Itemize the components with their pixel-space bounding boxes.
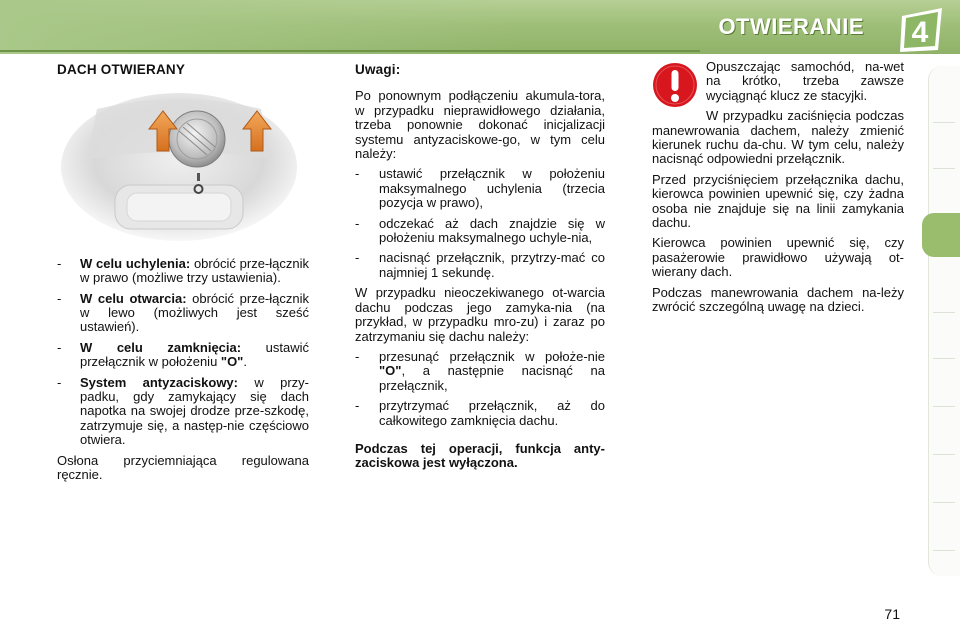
instruction-label: W celu uchylenia: (80, 255, 191, 271)
step-text: ustawić przełącznik w położeniu maksymalnego uchylenia (trzecia pozycja w prawo), (379, 166, 605, 211)
bullet-dash: - (57, 290, 62, 306)
bullet-dash: - (355, 250, 360, 266)
bullet-dash: - (355, 166, 360, 182)
column-warnings (652, 60, 904, 321)
sunroof-switch-illustration (57, 89, 301, 241)
instruction-label: W celu otwarcia: (80, 290, 187, 306)
warning-driver-check: Przed przyciśnięciem przełącznika dachu, kierowca powinien upewnić się, czy żadna osoba nie znajduje się na linii zamykania dachu. (652, 171, 904, 231)
bullet-dash: - (57, 374, 62, 390)
bullet-dash: - (355, 215, 360, 231)
tab-divider (933, 406, 955, 407)
tab-divider (933, 550, 955, 551)
init-step-2 (355, 217, 605, 246)
step-text: odczekać aż dach znajdzie się w położeniu maksymalnego uchyle-nia, (379, 215, 605, 246)
instruction-text: obrócić prze-łącznik w lewo (możliwych jest sześć ustawień). (80, 290, 309, 335)
instruction-close (57, 341, 309, 370)
page-number: 71 (884, 606, 900, 622)
instruction-antipinch (57, 376, 309, 448)
chapter-number: 4 (911, 16, 929, 49)
instruction-open (57, 292, 309, 335)
step-text: przytrzymać przełącznik, aż do całkowitego zamknięcia dachu. (379, 398, 605, 428)
bullet-dash: - (57, 339, 62, 355)
bullet-dash: - (355, 348, 360, 364)
tab-divider (933, 454, 955, 455)
position-mark: "O" (379, 363, 402, 379)
chapter-title: OTWIERANIE (718, 14, 864, 39)
recovery-step-1 (355, 350, 605, 393)
unexpected-opening-text: W przypadku nieoczekiwanego ot-warcia dachu podczas jego zamyka-nia (na przykład, w przypadku mro-zu) i zaraz po zatrzymaniu się dachu należy: (355, 285, 605, 344)
warning-key: Opuszczając samochód, na-wet na krótko, trzeba zawsze wyciągnąć klucz ze stacyjki. (706, 59, 904, 103)
antipinch-disabled-note: Podczas tej operacji, funkcja anty-zaciskowa jest wyłączona. (355, 440, 605, 471)
header-rule (0, 50, 700, 52)
init-step-1 (355, 167, 605, 210)
chapter-tab-rail (928, 66, 960, 576)
sunblind-note: Osłona przyciemniająca regulowana ręcznie. (57, 452, 309, 483)
instruction-text: ustawić przełącznik w położeniu (80, 339, 309, 370)
recovery-step-2 (355, 399, 605, 428)
tab-divider (933, 122, 955, 123)
init-step-3 (355, 251, 605, 280)
tab-divider (933, 358, 955, 359)
warning-passengers: Kierowca powinien upewnić się, czy pasażerowie prawidłowo używają ot-wierany dach. (652, 235, 904, 280)
column-sunroof (57, 63, 309, 489)
position-mark: "O" (220, 354, 244, 370)
step-text-end: , a następnie nacisnąć na przełącznik, (379, 363, 605, 393)
chapter-badge (898, 6, 946, 54)
bullet-dash: - (57, 255, 62, 271)
chapter-tab-active[interactable] (922, 213, 960, 257)
tab-divider (933, 502, 955, 503)
section-title: DACH OTWIERANY (57, 62, 186, 77)
instruction-label: System antyzaciskowy: (80, 374, 238, 390)
bullet-dash: - (355, 398, 360, 414)
instruction-tilt (57, 257, 309, 286)
header-fade (0, 0, 520, 54)
tab-divider (933, 312, 955, 313)
warning-children: Podczas manewrowania dachem na-leży zwrócić szczególną uwagę na dzieci. (652, 284, 904, 315)
warning-pinch: W przypadku zaciśnięcia podczas manewrowania dachem, należy zmienić kierunek ruchu da-chu. W tym celu, należy nacisnąć odpowiedni przełącznik. (652, 108, 904, 167)
column-notes (355, 63, 605, 477)
instruction-text: w przy-padku, gdy zamykający się dach napotka na swojej drodze prze-szkodę, zatrzymuje się, a następ-nie częściowo otwiera. (80, 374, 310, 448)
instruction-text: obrócić prze-łącznik w prawo (możliwe trzy ustawienia). (80, 255, 309, 286)
instruction-text-end: . (243, 354, 247, 370)
tab-divider (933, 168, 955, 169)
step-text: przesunąć przełącznik w położe-nie (379, 348, 605, 364)
instruction-label: W celu zamknięcia: (80, 339, 242, 355)
notes-intro: Po ponownym podłączeniu akumula-tora, w przypadku nieprawidłowego działania, trzeba ponownie dokonać inicjalizacji systemu antyzaciskowe-go, w tym celu należy: (355, 88, 605, 162)
step-text: nacisnąć przełącznik, przytrzy-mać co najmniej 1 sekundę. (379, 250, 605, 280)
notes-title: Uwagi: (355, 62, 401, 77)
